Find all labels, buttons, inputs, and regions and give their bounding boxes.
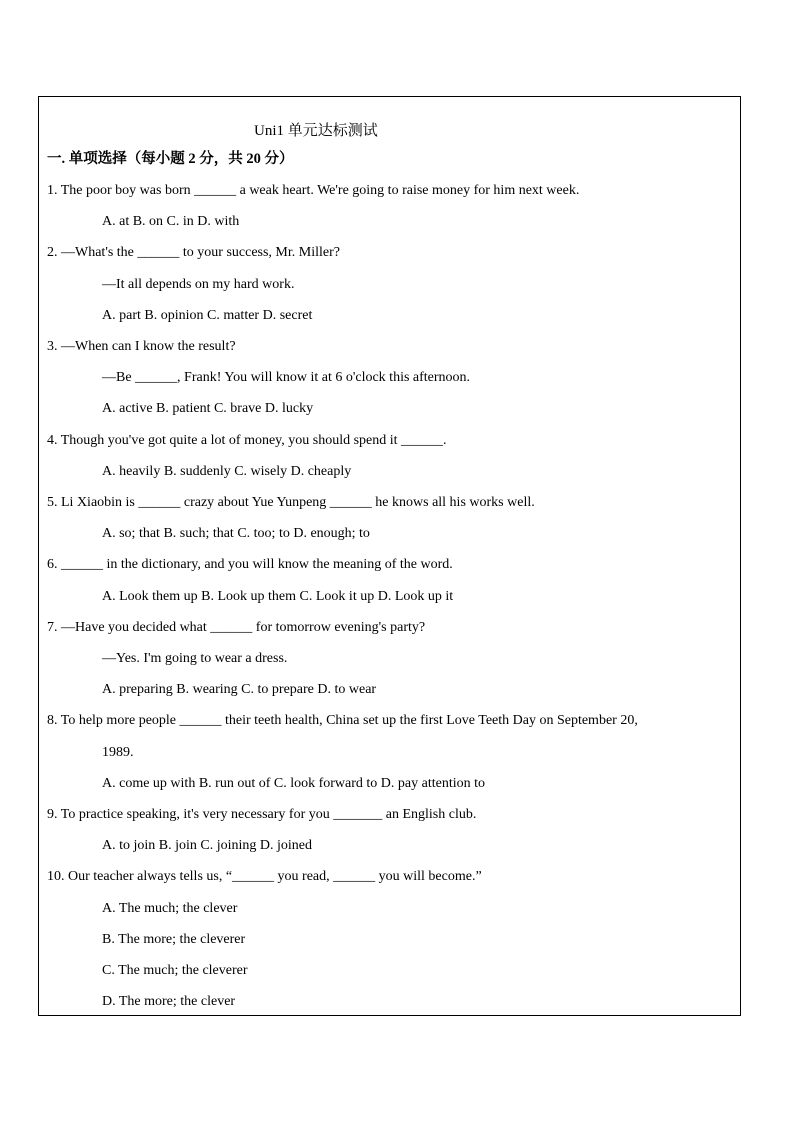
option-line: A. come up with B. run out of C. look forward to D. pay attention to — [102, 775, 485, 791]
question-line: 6. ______ in the dictionary, and you will know the meaning of the word. — [47, 557, 453, 573]
option-line: 1989. — [102, 744, 134, 760]
question-line: 3. —When can I know the result? — [47, 339, 236, 354]
option-line: —It all depends on my hard work. — [102, 276, 295, 292]
option-line: A. at B. on C. in D. with — [102, 214, 240, 230]
question-line: 5. Li Xiaobin is ______ crazy about Yue Yunpeng ______ he knows all his works well. — [47, 495, 535, 510]
question-line: 10. Our teacher always tells us, “______ you read, ______ you will become.” — [47, 869, 482, 885]
option-line: A. The much; the clever — [102, 900, 238, 916]
option-line: C. The much; the cleverer — [102, 963, 248, 978]
option-line: —Be ______, Frank! You will know it at 6 o'clock this afternoon. — [102, 370, 471, 386]
option-line: A. preparing B. wearing C. to prepare D. to wear — [102, 682, 377, 698]
question-line: 2. —What's the ______ to your success, Mr. Miller? — [47, 245, 340, 261]
option-line: A. Look them up B. Look up them C. Look it up D. Look up it — [102, 588, 454, 604]
question-line: 1. The poor boy was born ______ a weak heart. We're going to raise money for him next week. — [47, 183, 580, 198]
option-line: —Yes. I'm going to wear a dress. — [102, 651, 288, 666]
page-title: Uni1 单元达标测试 — [254, 123, 378, 139]
option-line: A. heavily B. suddenly C. wisely D. cheaply — [102, 463, 352, 479]
section-heading: 一. 单项选择（每小题 2 分，共 20 分） — [47, 151, 294, 167]
question-line: 9. To practice speaking, it's very necessary for you _______ an English club. — [47, 807, 477, 822]
option-line: A. to join B. join C. joining D. joined — [102, 838, 313, 854]
option-line: B. The more; the cleverer — [102, 931, 246, 947]
option-line: D. The more; the clever — [102, 994, 236, 1010]
question-line: 4. Though you've got quite a lot of money, you should spend it ______. — [47, 432, 447, 448]
option-line: A. active B. patient C. brave D. lucky — [102, 401, 314, 417]
option-line: A. part B. opinion C. matter D. secret — [102, 307, 313, 323]
question-line: 7. —Have you decided what ______ for tomorrow evening's party? — [47, 619, 426, 635]
option-line: A. so; that B. such; that C. too; to D. enough; to — [102, 526, 370, 542]
question-line: 8. To help more people ______ their teeth health, China set up the first Love Teeth Day on September 20, — [47, 713, 638, 729]
